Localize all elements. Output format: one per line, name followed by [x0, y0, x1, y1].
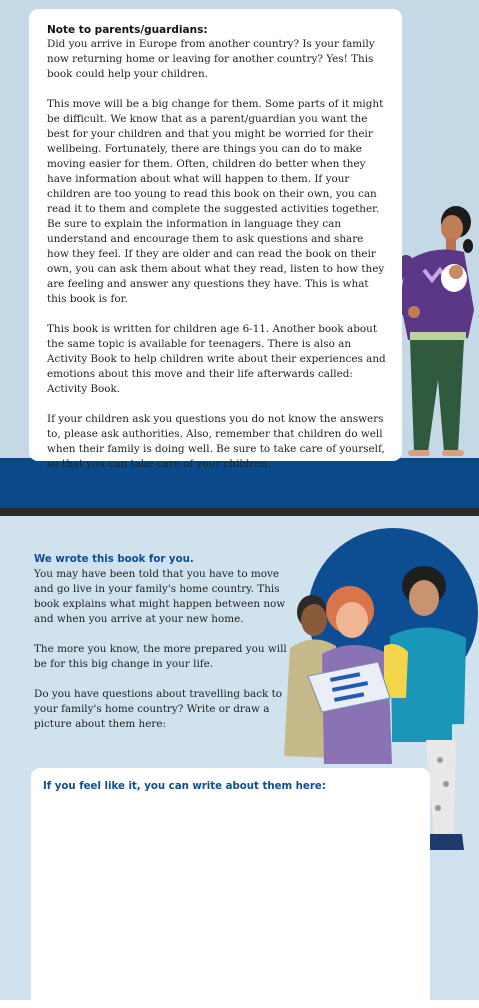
- intro-heading: We wrote this book for you.: [34, 554, 194, 565]
- note-paragraph: This book is written for children age 6-11. Another book about the same topic is available for teenagers. There is also an Activity Book to help children write about their experiences and emotions about this move and their life afterwards called: Activity Book.: [47, 323, 386, 395]
- note-card: [29, 9, 402, 470]
- note-paragraph: This move will be a big change for them. Some parts of it might be difficult. We know that as a parent/guardian you want the best for your children and that you might be worried for their wellbeing. Fortunately, there are things you can do to make moving easier for them. Often, children do better when they have information about what will happen to them. If your children are too young to read this book on their own, you can read it to them and complete the suggested activities together. Be sure to explain the information in language they can understand and encourage them to ask questions and share how they feel. If they are older and can read the book on their own, you can ask them about what they read, listen to how they are feeling and answer any questions they have. This is what this book is for.: [47, 98, 385, 305]
- note-paragraph: If your children ask you questions you do not know the answers to, please ask authorities. Also, remember that children do well when their family is doing well. Be sure to take care of yourself, so that you can take care of your children.: [47, 413, 385, 470]
- intro-paragraph: The more you know, the more prepared you will be for this big change in your life.: [34, 643, 287, 670]
- intro-section: [34, 553, 289, 747]
- intro-paragraph: You may have been told that you have to move and go live in your family's home country. This book explains what might happen between now and when you arrive at your new home.: [34, 568, 286, 625]
- note-paragraph: Did you arrive in Europe from another country? Is your family now returning home or leaving for another country? Yes! This book could help your children.: [47, 38, 375, 80]
- intro-paragraph: Do you have questions about travelling back to your family's home country? Write or draw a picture about them here:: [34, 688, 283, 730]
- page-separator: [0, 508, 479, 516]
- note-heading: Note to parents/guardians:: [47, 24, 208, 36]
- writing-area[interactable]: [31, 768, 430, 1008]
- writing-prompt: If you feel like it, you can write about them here:: [43, 781, 326, 792]
